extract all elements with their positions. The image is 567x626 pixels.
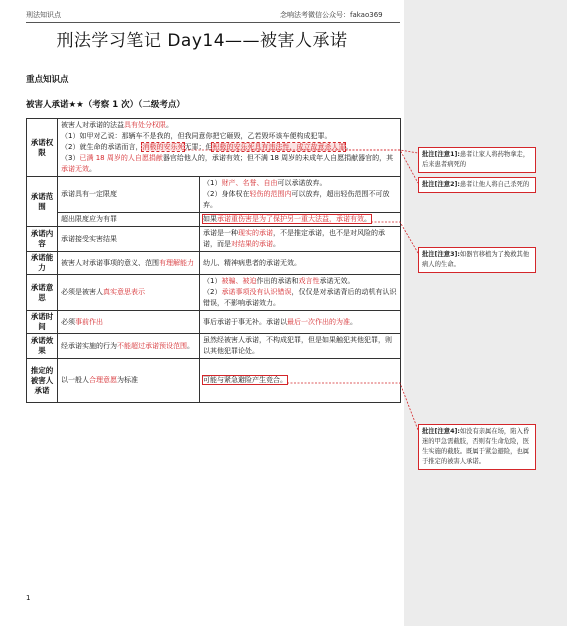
comment-balloon-3[interactable] (418, 247, 536, 273)
text: 作出的承诺和 (256, 277, 299, 285)
comment-text: 如没有亲属在场，陷入昏迷的甲急需截肢，否则有生命危险，医生实施的截肢。既属于紧急避险，也属于推定的被害人承诺。 (422, 428, 530, 465)
red-text: 合理意愿 (89, 376, 117, 384)
table-row (27, 359, 401, 403)
table-row (27, 275, 401, 311)
row-head: 承诺意思 (27, 275, 58, 311)
header-divider (26, 22, 400, 23)
cell (200, 227, 401, 252)
table-row (27, 252, 401, 275)
text: 必须是被害人 (61, 288, 103, 296)
text: （2）就生命的承诺而言， (61, 143, 143, 151)
text: 如果 (203, 215, 217, 223)
red-text: 不能超过承诺预设范围 (117, 341, 187, 350)
text: （2）身体权在 (203, 190, 250, 198)
consent-table (26, 118, 401, 403)
text: 器官给他人的，承诺有效；但不满 18 周岁的未成年人自愿捐献器官的，其 (162, 154, 394, 162)
row-head: 承诺能力 (27, 252, 58, 275)
text: 以一般人 (61, 376, 89, 384)
row-head: 承诺范围 (27, 177, 58, 227)
row-head: 承诺效果 (27, 334, 58, 359)
text: 承诺无效。 (319, 277, 355, 285)
red-text: 承诺事项没有认识错误 (221, 288, 292, 296)
annotated-text-4[interactable]: 可能与紧急避险产生竞合。 (203, 376, 287, 384)
text: 无罪；但 (184, 143, 213, 151)
cell (200, 311, 401, 334)
row-head: 推定的被害人承诺 (27, 359, 58, 403)
text: （1） (203, 179, 222, 187)
table-row (27, 334, 401, 359)
table-row (27, 227, 401, 252)
row-body (58, 119, 401, 177)
comment-balloon-4[interactable] (418, 424, 536, 470)
text: 。 (89, 165, 96, 173)
text: （3） (61, 154, 80, 162)
comment-text: 如器官移植为了挽救其他病人的生命。 (422, 251, 530, 268)
row-head: 承诺内容 (27, 227, 58, 252)
text: 必须 (61, 317, 75, 326)
row-head: 承诺时间 (27, 311, 58, 334)
comment-label: 批注[注意2]: (422, 181, 460, 188)
red-text: 对结果的承诺 (231, 240, 273, 248)
annotated-text-1[interactable]: 消极的安乐死 (142, 143, 185, 151)
red-text: 轻伤的范围内 (249, 190, 292, 198)
table-row (27, 177, 401, 213)
red-text: 有理解能力 (159, 258, 194, 267)
text: 被害人对承诺事项的意义、范围 (61, 258, 159, 267)
cell: 虽然经被害人承诺，不构成犯罪，但是如果触犯其他犯罪，则以其他犯罪论处。 (200, 334, 401, 359)
header-left: 刑法知识点 (26, 11, 61, 19)
cell (200, 359, 401, 403)
paragraph: （1）如甲对乙说：那辆车不是我的，但我同意你把它砸毁，乙若毁坏该车便构成犯罪。 (61, 132, 332, 140)
text: 经承诺实施的行为 (61, 341, 117, 350)
text: 。 (350, 317, 357, 326)
text: （1） (203, 277, 222, 285)
page-title: 刑法学习笔记 Day14——被害人承诺 (56, 31, 348, 51)
text: （2） (203, 288, 222, 296)
text: 可以放弃，超出轻伤范围不可放弃。 (203, 190, 390, 209)
table-row (27, 311, 401, 334)
cell (200, 177, 401, 213)
cell (58, 311, 200, 334)
comment-label: 批注[注意1]: (422, 151, 460, 158)
red-text: 已满 18 周岁的人自愿捐献 (79, 154, 163, 162)
text: 。 (273, 240, 280, 248)
red-text: 具有处分权限 (124, 121, 166, 129)
red-text: 事前作出 (75, 317, 103, 326)
cell: 承诺接受实害结果 (58, 227, 200, 252)
comment-balloon-2[interactable] (418, 177, 536, 193)
comment-label: 批注[注意3]: (422, 251, 460, 258)
paragraph (61, 153, 397, 175)
red-text: 现实的承诺 (238, 229, 273, 237)
text: 。 (364, 215, 371, 223)
cell: 幼儿、精神病患者的承诺无效。 (200, 252, 401, 275)
text: 可以承诺放弃。 (277, 179, 327, 187)
text: 承诺是一种 (203, 229, 238, 237)
comment-text: 患者让他人将自己杀死的 (459, 181, 530, 188)
cell: 承诺具有一定限度 (58, 177, 200, 213)
text: 被害人对承诺的法益 (61, 121, 124, 129)
page-number: 1 (26, 594, 31, 602)
cell: 超出限度应为有罪 (58, 213, 200, 227)
annotated-text-3[interactable]: 承诺重伤害是为了保护另一重大法益，承诺有效 (217, 215, 364, 223)
cell (58, 252, 200, 275)
header-right: 念响法考微信公众号：fakao369 (280, 11, 383, 19)
text: 。 (345, 143, 353, 151)
cell (58, 334, 200, 359)
paragraph (61, 120, 397, 131)
red-text: 戏言性 (298, 277, 320, 285)
row-head: 承诺权限 (27, 119, 58, 177)
table-row (27, 213, 401, 227)
section-heading-key-points: 重点知识点 (26, 75, 69, 85)
comment-margin (404, 0, 567, 626)
comment-text: 患者让家人将药物拿走，后来患者病死的 (422, 151, 530, 168)
text: ，仅仅是对承诺背后的动机有认识错误，不影响承诺效力。 (203, 288, 397, 307)
cell (200, 213, 401, 227)
text: 为标准 (117, 376, 138, 384)
red-text: 承诺无效 (61, 165, 89, 173)
annotated-text-2[interactable]: 积极的安乐死具有违法性，成立故意杀人罪 (212, 143, 346, 151)
cell (58, 359, 200, 403)
red-text: 被骗、被迫 (221, 277, 257, 285)
text: ，不是推定承诺，也不是对风险的承诺，而是 (203, 229, 385, 248)
red-text: 真实意思表示 (103, 288, 145, 296)
text: 事后承诺于事无补。承诺以 (203, 317, 287, 326)
comment-label: 批注[注意4]: (422, 428, 460, 435)
red-text: 财产、名誉、自由 (221, 179, 278, 187)
comment-balloon-1[interactable] (418, 147, 536, 173)
red-text: 最后一次作出的为准 (287, 317, 350, 326)
cell (200, 275, 401, 311)
table-row (27, 119, 401, 177)
cell (58, 275, 200, 311)
section-heading-victim-consent: 被害人承诺★★（考察 1 次）（二级考点） (26, 100, 185, 110)
paragraph (61, 142, 397, 153)
text: 。 (187, 341, 194, 350)
text: 。 (166, 121, 173, 129)
